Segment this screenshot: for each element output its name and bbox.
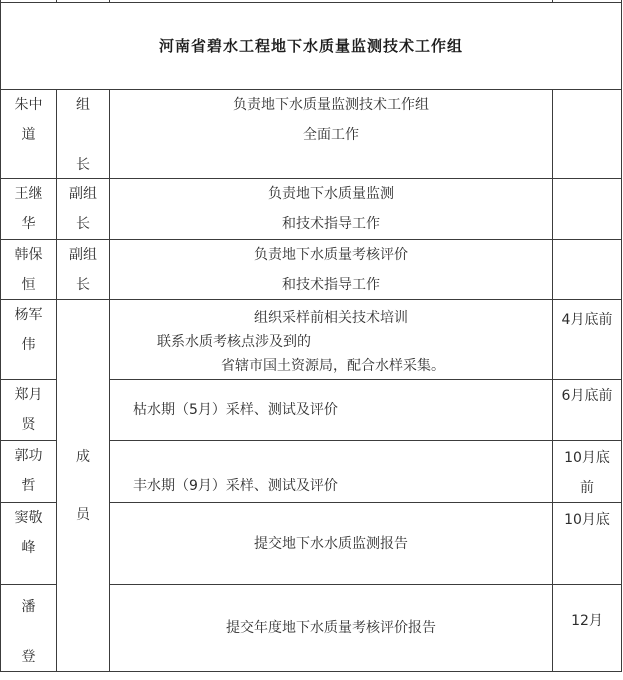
task-cell	[110, 380, 553, 441]
deadline-cell	[553, 240, 622, 300]
deadline-line: 前	[580, 480, 594, 496]
name-line: 潘	[21, 599, 36, 615]
name-line: 朱中	[14, 97, 43, 113]
name-cell	[1, 503, 57, 585]
task-cell	[110, 503, 553, 585]
task-cell	[110, 300, 553, 380]
task-line: 提交年度地下水质量考核评价报告	[226, 620, 436, 636]
task-line: 负责地下水质量考核评价	[254, 247, 408, 263]
name-line: 郑月	[14, 387, 43, 403]
name-cell	[1, 441, 57, 503]
role-line: 副组	[69, 186, 97, 202]
task-line: 丰水期（9月）采样、测试及评价	[133, 478, 338, 494]
member-role-cell	[57, 300, 110, 672]
task-line: 负责地下水质量监测技术工作组	[233, 97, 429, 113]
deadline-cell	[553, 179, 622, 240]
name-cell	[1, 90, 57, 179]
deadline-line: 10月底	[564, 450, 610, 466]
deadline-line: 12月	[571, 613, 603, 629]
task-cell	[110, 441, 553, 503]
role-line: 员	[76, 506, 90, 523]
name-line: 韩保	[14, 247, 43, 263]
name-cell	[1, 585, 57, 672]
task-cell	[110, 90, 553, 179]
task-cell	[110, 585, 553, 672]
task-line: 省辖市国土资源局，配合水样采集。	[221, 358, 445, 374]
deadline-cell	[553, 441, 622, 503]
deadline-line: 10月底	[564, 512, 610, 528]
name-line: 恒	[21, 277, 36, 293]
task-line: 枯水期（5月）采样、测试及评价	[133, 402, 338, 418]
name-line: 郭功	[14, 448, 43, 464]
name-cell	[1, 240, 57, 300]
task-line: 和技术指导工作	[282, 277, 380, 293]
deadline-cell	[553, 585, 622, 672]
role-line: 长	[76, 157, 90, 173]
role-line: 长	[76, 216, 90, 232]
task-line: 和技术指导工作	[282, 216, 380, 232]
name-cell	[1, 300, 57, 380]
table-title	[1, 3, 622, 90]
name-line: 伟	[21, 337, 36, 353]
task-cell	[110, 179, 553, 240]
task-line: 提交地下水水质监测报告	[254, 535, 408, 552]
table-title-text: 河南省碧水工程地下水质量监测技术工作组	[158, 37, 463, 55]
name-line: 华	[21, 216, 36, 232]
role-cell	[57, 240, 110, 300]
name-line: 道	[21, 127, 36, 143]
name-line: 杨军	[14, 307, 43, 323]
name-line: 峰	[21, 540, 36, 556]
deadline-cell	[553, 90, 622, 179]
name-line: 登	[21, 649, 36, 665]
role-cell	[57, 90, 110, 179]
deadline-line: 4月底前	[561, 312, 613, 328]
deadline-cell	[553, 380, 622, 441]
task-line: 负责地下水质量监测	[268, 186, 394, 202]
role-line: 长	[76, 277, 90, 293]
name-line: 哲	[21, 478, 36, 494]
role-line: 组	[76, 97, 90, 113]
task-cell	[110, 240, 553, 300]
task-line: 全面工作	[303, 127, 359, 143]
role-cell	[57, 179, 110, 240]
deadline-cell	[553, 503, 622, 585]
name-line: 王继	[14, 186, 43, 202]
task-line: 联系水质考核点涉及到的	[157, 334, 311, 350]
task-line: 组织采样前相关技术培训	[254, 310, 408, 326]
name-cell	[1, 179, 57, 240]
role-line: 成	[76, 448, 90, 465]
name-line: 窦敬	[14, 510, 43, 526]
name-cell	[1, 380, 57, 441]
deadline-line: 6月底前	[561, 388, 613, 404]
deadline-cell	[553, 300, 622, 380]
name-line: 贤	[21, 417, 36, 433]
role-line: 副组	[69, 247, 97, 263]
